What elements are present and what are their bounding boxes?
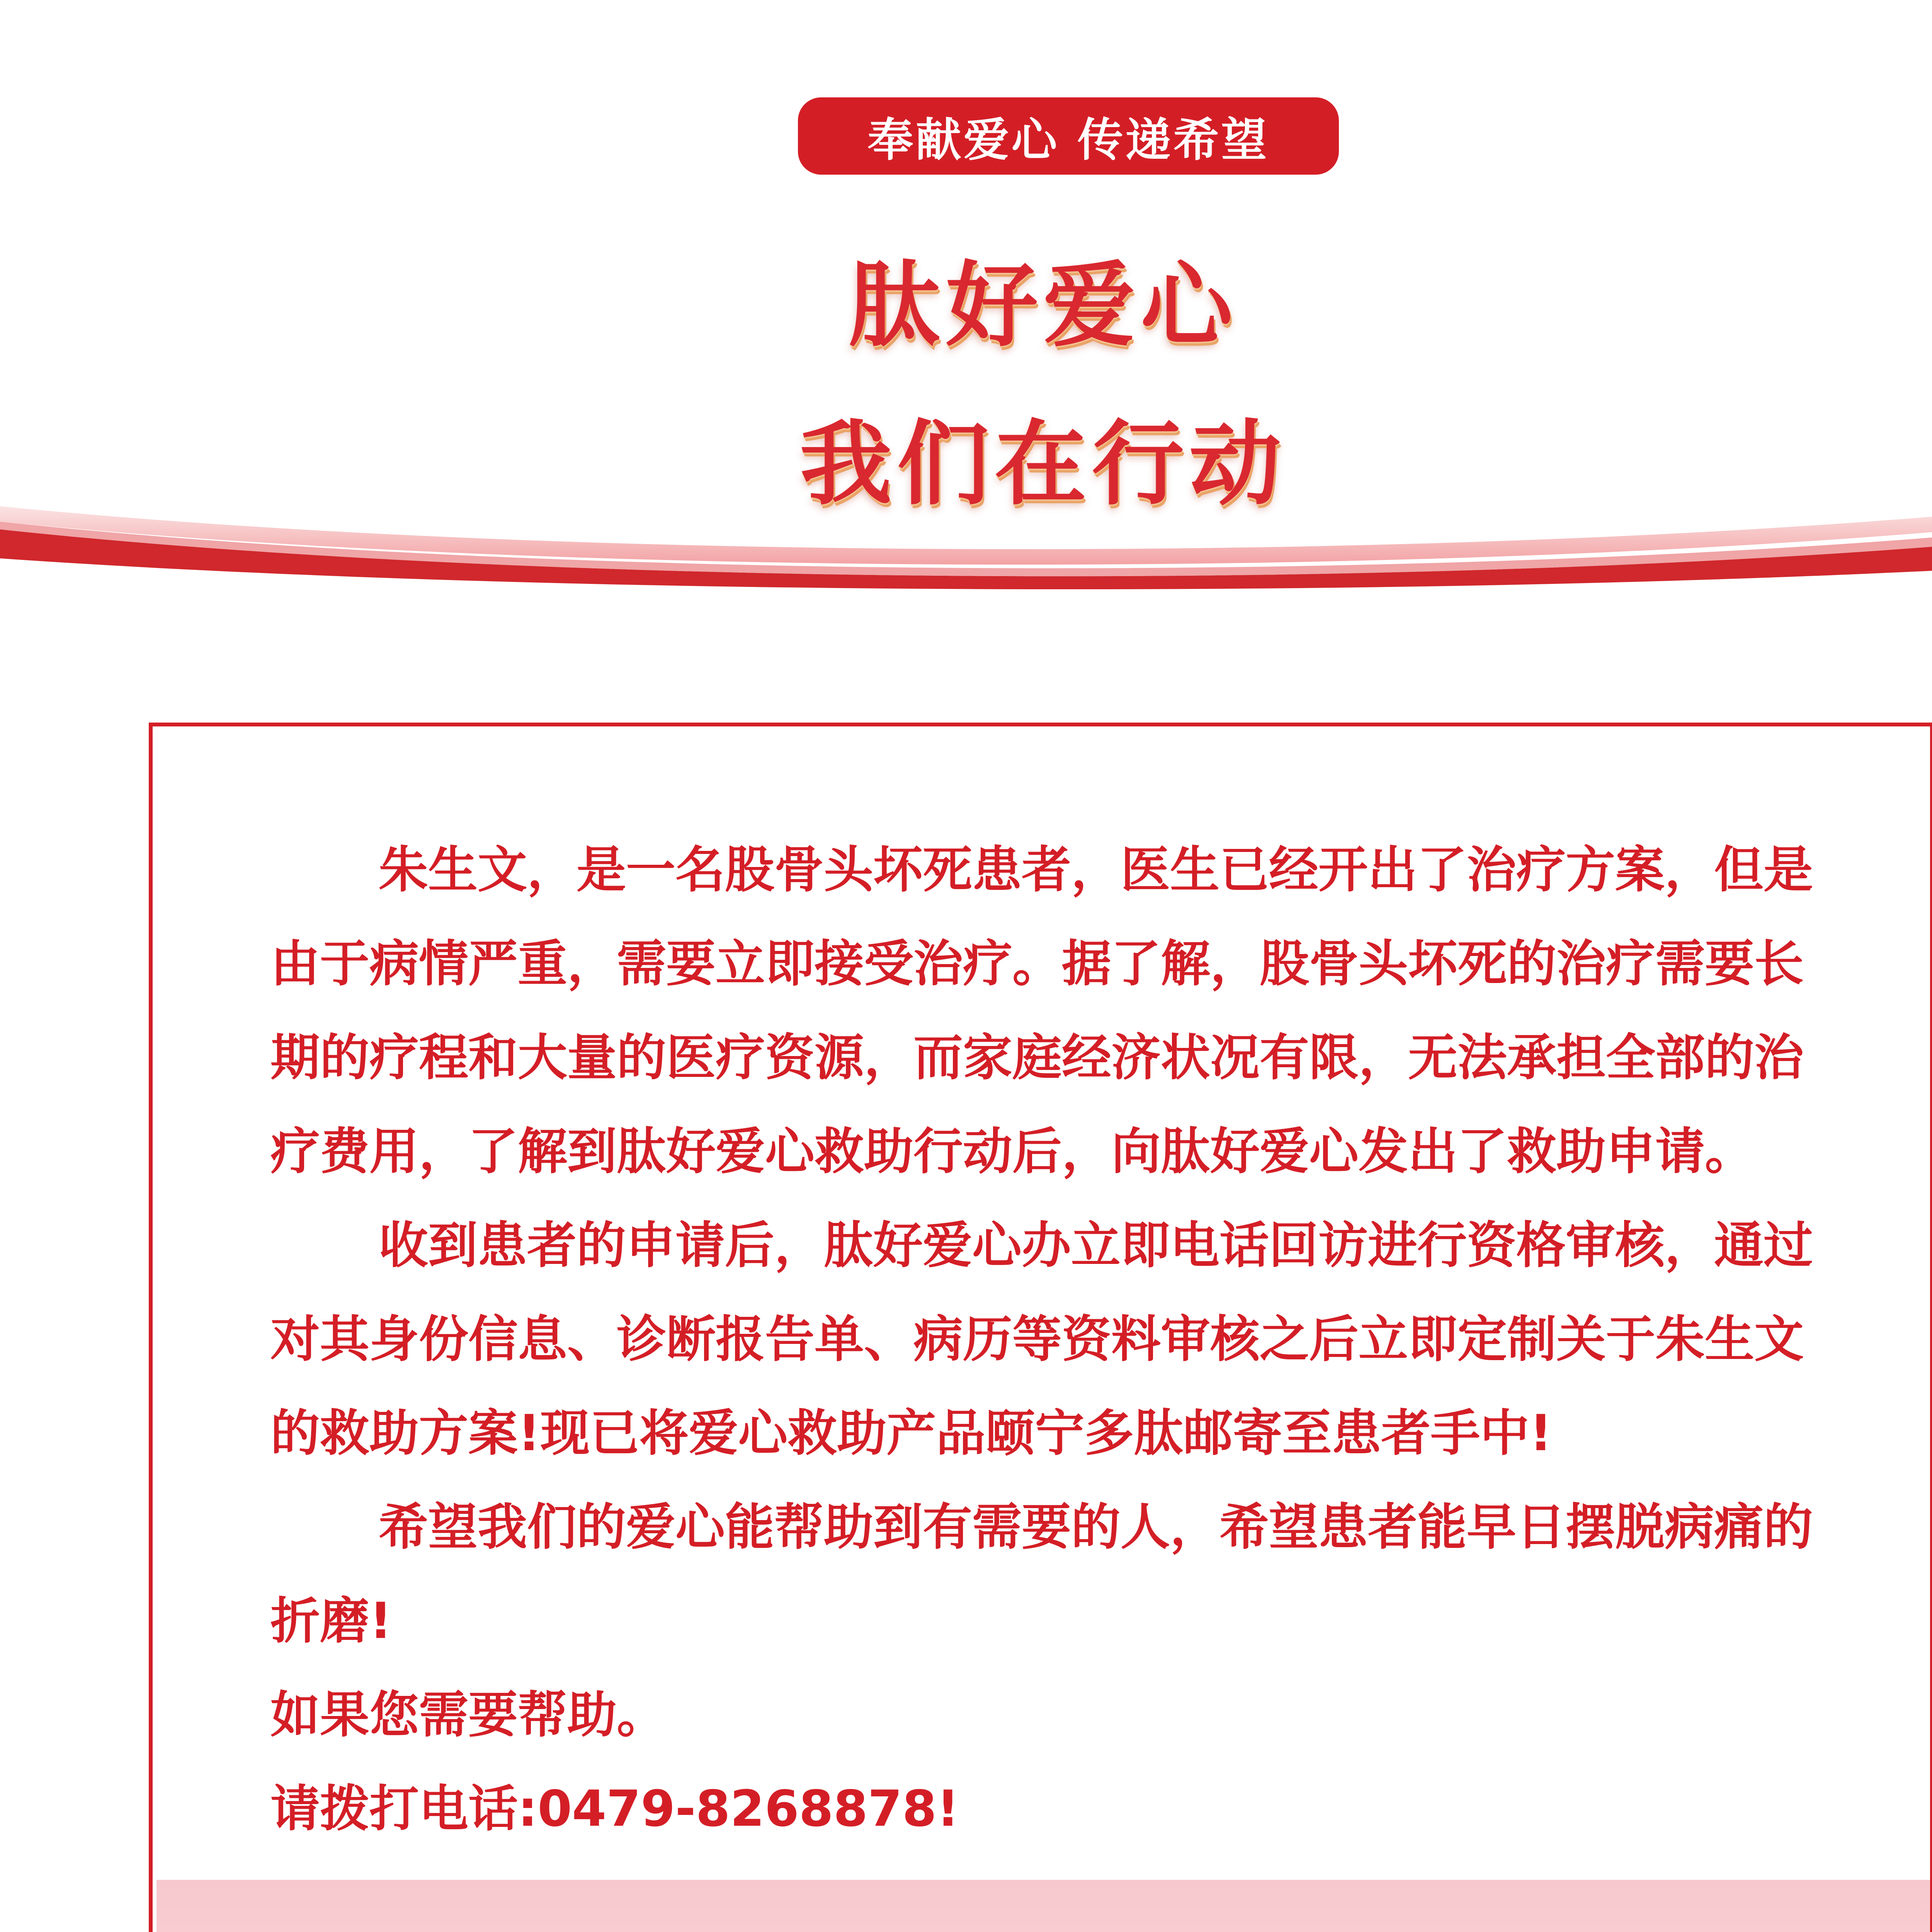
page-title-line-2: 我们在行动: [800, 411, 1287, 518]
story-phone-line: 请拨打电话:0479-8268878!: [270, 1780, 959, 1838]
page-title-line-1: 肽好爱心: [849, 252, 1238, 359]
story-text: [270, 823, 1847, 1856]
banner-illustration: [156, 1880, 1930, 1932]
story-paragraph-1: 朱生文，是一名股骨头坏死患者，医生已经开出了治疗方案，但是由于病情严重，需要立即接受治疗。据了解，股骨头坏死的治疗需要长期的疗程和大量的医疗资源，而家庭经济状况有限，无法承担全部的治疗费用，了解到肽好爱心救助行动后，向肽好爱心发出了救助申请。: [270, 841, 1813, 1180]
header-wave-decoration: [0, 475, 1932, 599]
slogan-text: 奉献爱心 传递希望: [867, 113, 1269, 167]
slogan-banner: [798, 97, 1339, 175]
story-paragraph-2: 收到患者的申请后，肽好爱心办立即电话回访进行资格审核，通过对其身份信息、诊断报告单、病历等资料审核之后立即定制关于朱生文的救助方案!现已将爱心救助产品颐宁多肽邮寄至患者手中!: [270, 1217, 1813, 1462]
charity-banner: [156, 1880, 1930, 1932]
story-paragraph-3: 希望我们的爱心能帮助到有需要的人，希望患者能早日摆脱病痛的折磨!: [270, 1498, 1813, 1650]
story-help-line: 如果您需要帮助。: [270, 1686, 667, 1744]
